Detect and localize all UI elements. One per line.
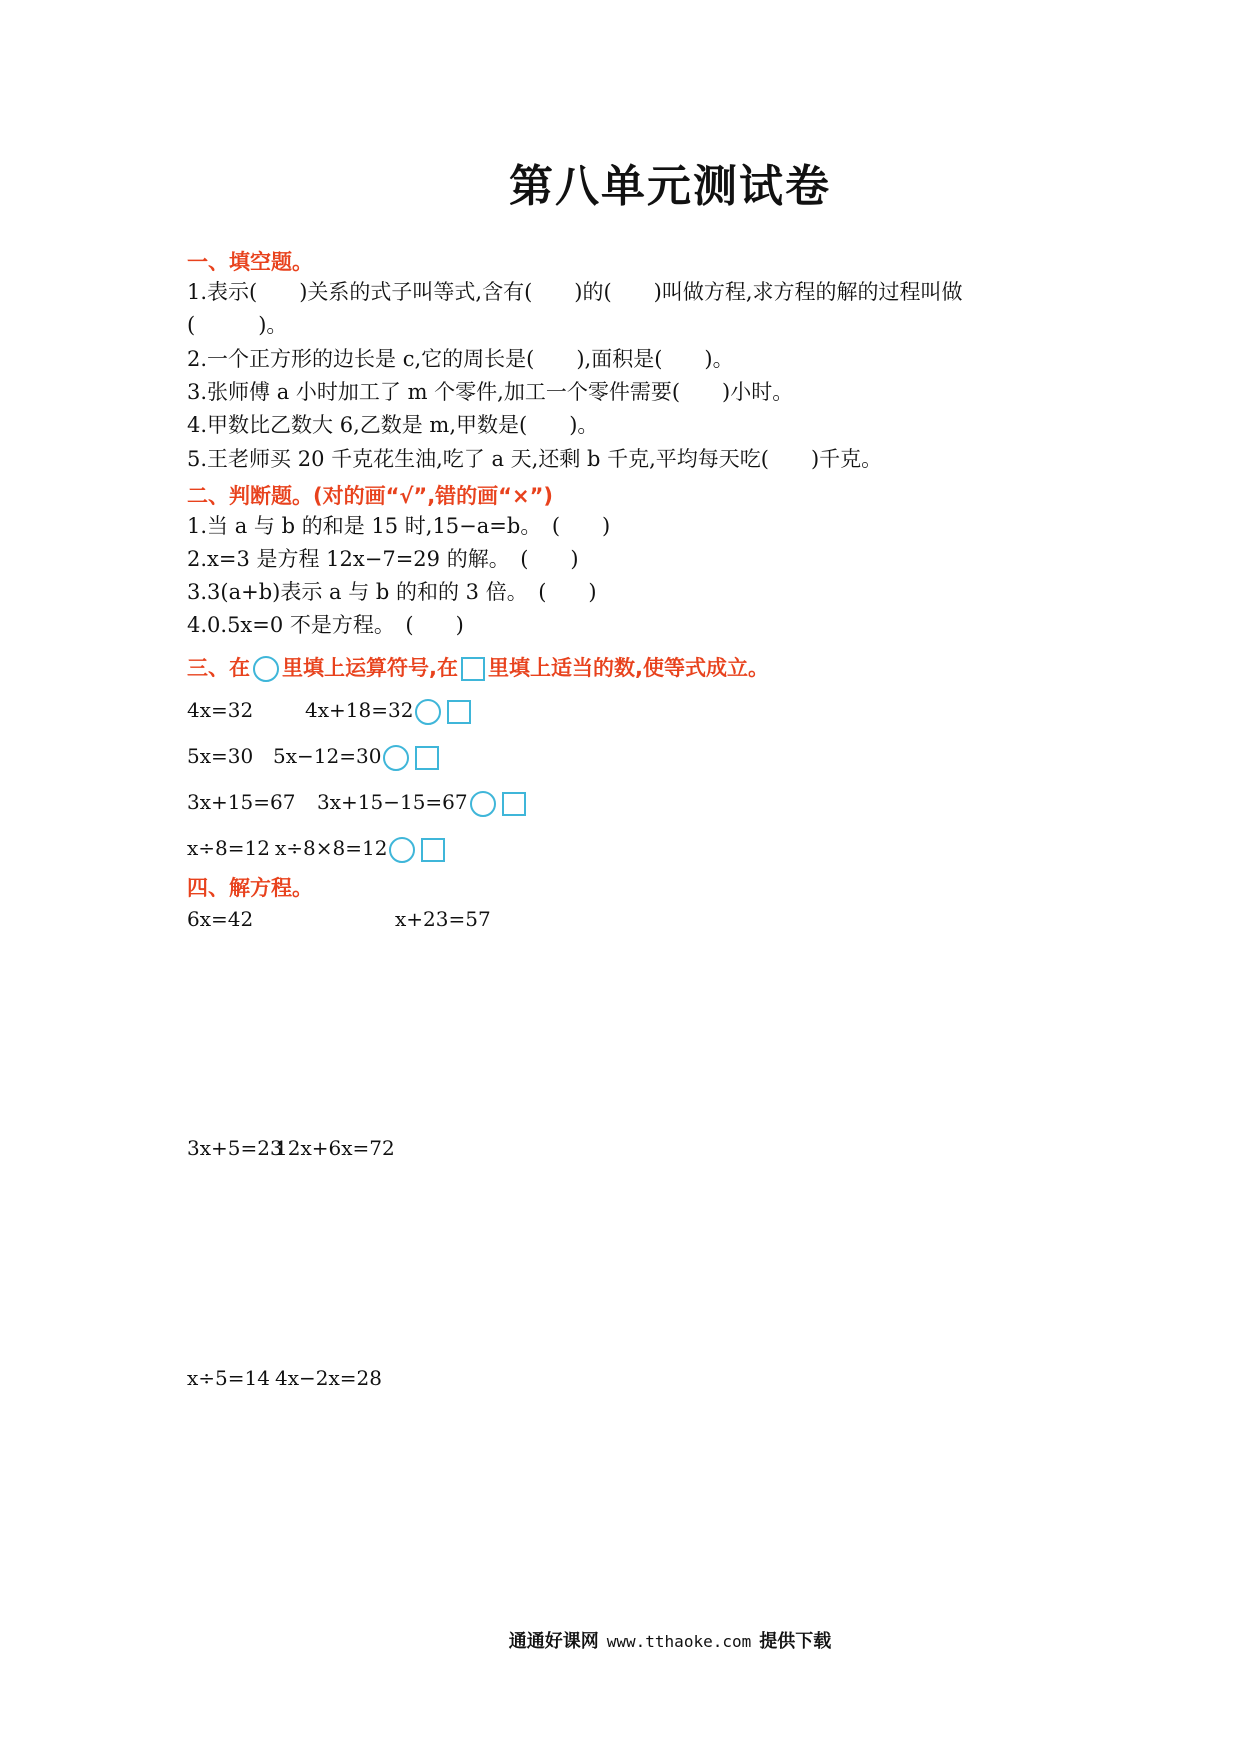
judge-question-3: 3.3(a+b)表示 a 与 b 的和的 3 倍。 ( ) — [187, 580, 597, 604]
op-right-2: 5x−12=30 — [273, 744, 439, 771]
footer-site-name: 通通好课网 — [508, 1631, 599, 1652]
solve-equation-1: 6x=42 — [187, 907, 254, 931]
section-heading-fill: 一、填空题。 — [187, 250, 313, 274]
op-left-2: 5x=30 — [187, 744, 254, 768]
fill-question-1: 1.表示( )关系的式子叫等式,含有( )的( )叫做方程,求方程的解的过程叫做 — [187, 280, 963, 304]
op-left-4: x÷8=12 — [187, 836, 270, 860]
footer-url[interactable]: www.tthaoke.com — [606, 1632, 752, 1651]
op-right-4: x÷8×8=12 — [275, 836, 445, 863]
section-heading-operators: 三、在 里填上运算符号,在 里填上适当的数,使等式成立。 — [187, 656, 769, 680]
fill-question-2: 2.一个正方形的边长是 c,它的周长是( ),面积是( )。 — [187, 347, 734, 371]
number-square-box[interactable] — [447, 700, 471, 724]
operator-circle-box[interactable] — [383, 745, 409, 771]
op-right-3: 3x+15−15=67 — [317, 790, 526, 817]
section-heading-solve: 四、解方程。 — [187, 876, 313, 900]
solve-equation-3: 3x+5=23 — [187, 1136, 283, 1160]
fill-question-3: 3.张师傅 a 小时加工了 m 个零件,加工一个零件需要( )小时。 — [187, 380, 794, 404]
section-heading-judge: 二、判断题。(对的画“√”,错的画“×”) — [187, 484, 553, 508]
op-right-1: 4x+18=32 — [305, 698, 471, 725]
operator-circle-box[interactable] — [415, 699, 441, 725]
square-symbol-icon — [461, 657, 485, 681]
operator-circle-box[interactable] — [389, 837, 415, 863]
page-title: 第八单元测试卷 — [509, 161, 831, 212]
number-square-box[interactable] — [421, 838, 445, 862]
solve-equation-5: x÷5=14 — [187, 1366, 270, 1390]
solve-equation-2: x+23=57 — [395, 907, 491, 931]
footer-suffix: 提供下载 — [759, 1631, 832, 1652]
fill-question-5: 5.王老师买 20 千克花生油,吃了 a 天,还剩 b 千克,平均每天吃( )千克。 — [187, 447, 883, 471]
solve-equation-6: 4x−2x=28 — [275, 1366, 382, 1390]
judge-question-2: 2.x=3 是方程 12x−7=29 的解。 ( ) — [187, 547, 579, 571]
op-left-1: 4x=32 — [187, 698, 254, 722]
judge-question-1: 1.当 a 与 b 的和是 15 时,15−a=b。 ( ) — [187, 514, 611, 538]
fill-question-1-cont: ( )。 — [187, 313, 288, 337]
number-square-box[interactable] — [415, 746, 439, 770]
footer-credit — [0, 1627, 1240, 1653]
fill-question-4: 4.甲数比乙数大 6,乙数是 m,甲数是( )。 — [187, 413, 599, 437]
circle-symbol-icon — [253, 656, 279, 682]
judge-question-4: 4.0.5x=0 不是方程。 ( ) — [187, 613, 464, 637]
operator-circle-box[interactable] — [470, 791, 496, 817]
number-square-box[interactable] — [502, 792, 526, 816]
solve-equation-4: 12x+6x=72 — [275, 1136, 395, 1160]
op-left-3: 3x+15=67 — [187, 790, 296, 814]
